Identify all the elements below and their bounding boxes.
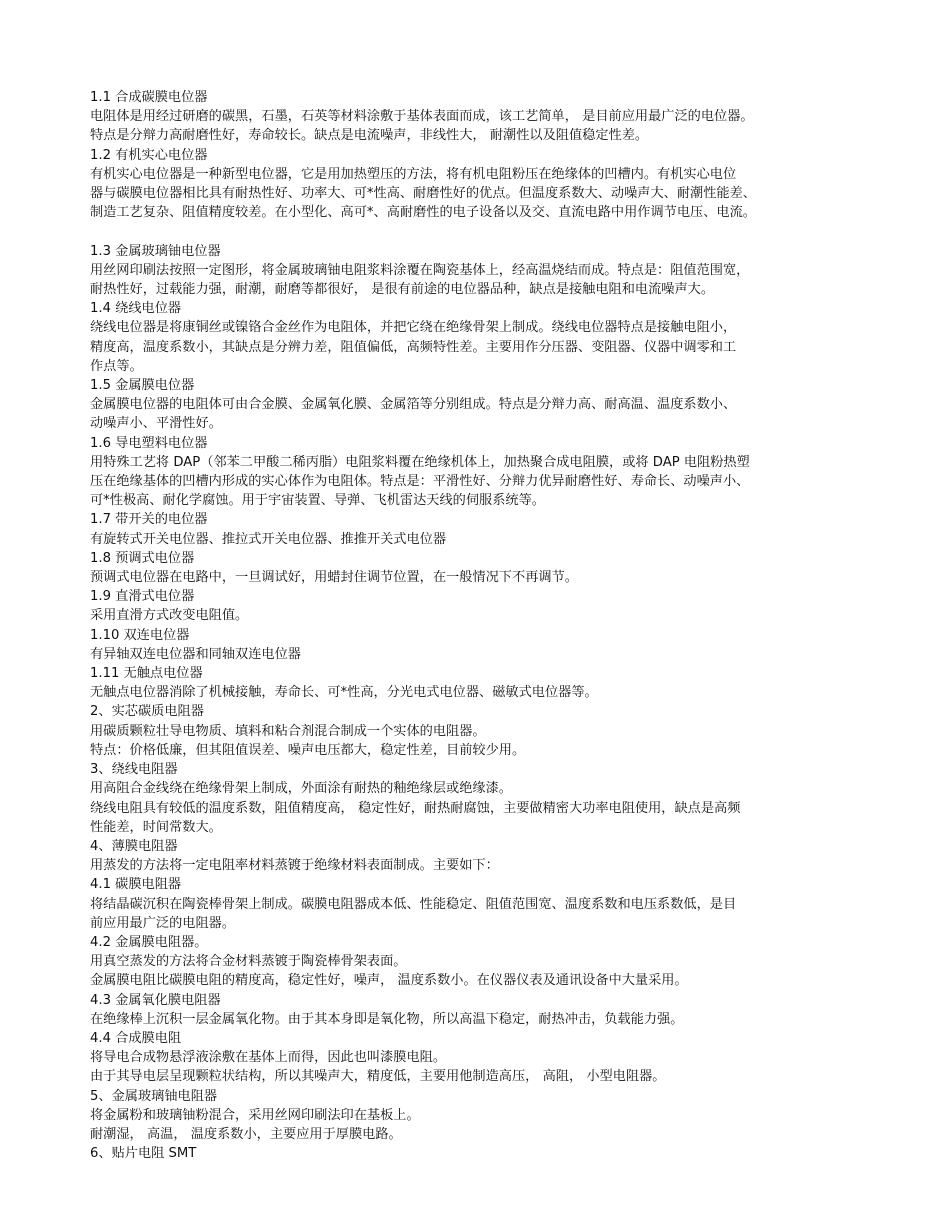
text-line: 耐热性好，过载能力强，耐潮，耐磨等都很好， 是很有前途的电位器品种，缺点是接触电阻和电流噪声大。	[90, 282, 715, 298]
text-line: 1.10 双连电位器	[90, 627, 190, 643]
text-line: 器与碳膜电位器相比具有耐热性好、功率大、可*性高、耐磨性好的优点。但温度系数大、动噪声大、耐潮性能差、	[90, 186, 756, 202]
document-body	[90, 88, 880, 1163]
text-line: 金属膜电位器的电阻体可由合金膜、金属氧化膜、金属箔等分别组成。特点是分辩力高、耐高温、温度系数小、	[90, 397, 737, 413]
text-line: 3、绕线电阻器	[90, 762, 178, 778]
text-line: 1.4 绕线电位器	[90, 301, 182, 317]
text-line: 精度高，温度系数小，其缺点是分辨力差，阻值偏低，高频特性差。主要用作分压器、变阻器、仪器中调零和工	[90, 339, 737, 355]
text-line: 有旋转式开关电位器、推拉式开关电位器、推推开关式电位器	[90, 531, 447, 547]
text-line: 有机实心电位器是一种新型电位器，它是用加热塑压的方法，将有机电阻粉压在绝缘体的凹槽内。有机实心电位	[90, 166, 737, 182]
text-line: 1.8 预调式电位器	[90, 550, 195, 566]
text-line: 5、金属玻璃铀电阻器	[90, 1088, 218, 1104]
text-line: 预调式电位器在电路中，一旦调试好，用蜡封住调节位置，在一般情况下不再调节。	[90, 570, 578, 586]
text-line: 可*性极高、耐化学腐蚀。用于宇宙装置、导弹、飞机雷达天线的伺服系统等。	[90, 493, 545, 509]
text-line: 压在绝缘基体的凹槽内形成的实心体作为电阻体。特点是：平滑性好、分辩力优异耐磨性好、寿命长、动噪声小、	[90, 474, 750, 490]
text-line: 绕线电阻具有较低的温度系数，阻值精度高， 稳定性好，耐热耐腐蚀，主要做精密大功率电阻使用，缺点是高频	[90, 800, 741, 816]
text-line: 用碳质颗粒壮导电物质、填料和粘合剂混合制成一个实体的电阻器。	[90, 723, 486, 739]
text-line: 1.11 无触点电位器	[90, 666, 203, 682]
text-line: 用特殊工艺将 DAP（邻苯二甲酸二稀丙脂）电阻浆料覆在绝缘机体上，加热聚合成电阻膜，或将 DAP 电阻粉热塑	[90, 454, 750, 470]
text-line: 将结晶碳沉积在陶瓷棒骨架上制成。碳膜电阻器成本低、性能稳定、阻值范围宽、温度系数和电压系数低，是目	[90, 896, 737, 912]
text-line: 电阻体是用经过研磨的碳黑，石墨，石英等材料涂敷于基体表面而成，该工艺简单， 是目前应用最广泛的电位器。	[90, 109, 754, 125]
text-line: 耐潮湿， 高温， 温度系数小，主要应用于厚膜电路。	[90, 1126, 402, 1142]
text-line: 性能差，时间常数大。	[90, 819, 222, 835]
text-line: 由于其导电层呈现颗粒状结构，所以其噪声大，精度低，主要用他制造高压， 高阻， 小型电阻器。	[90, 1069, 666, 1085]
text-line: 2、实芯碳质电阻器	[90, 704, 204, 720]
text-line: 4.2 金属膜电阻器。	[90, 934, 208, 950]
text-line: 用蒸发的方法将一定电阻率材料蒸镀于绝缘材料表面制成。主要如下：	[90, 858, 499, 874]
text-line: 特点是分辩力高耐磨性好，寿命较长。缺点是电流噪声，非线性大， 耐潮性以及阻值稳定性差。	[90, 128, 649, 144]
text-line: 绕线电位器是将康铜丝或镍铬合金丝作为电阻体，并把它绕在绝缘骨架上制成。绕线电位器特点是接触电阻小，	[90, 320, 737, 336]
text-line: 前应用最广泛的电阻器。	[90, 915, 236, 931]
text-line: 4.1 碳膜电阻器	[90, 877, 182, 893]
text-line: 采用直滑方式改变电阻值。	[90, 608, 249, 624]
text-line: 特点：价格低廉，但其阻值误差、噪声电压都大，稳定性差，目前较少用。	[90, 742, 526, 758]
text-line: 1.1 合成碳膜电位器	[90, 90, 208, 105]
text-line: 将金属粉和玻璃铀粉混合，采用丝网印刷法印在基板上。	[90, 1107, 420, 1123]
text-line: 4、薄膜电阻器	[90, 838, 178, 854]
text-line: 作点等。	[90, 358, 143, 374]
text-line: 在绝缘棒上沉积一层金属氧化物。由于其本身即是氧化物，所以高温下稳定，耐热冲击，负载能力强。	[90, 1011, 684, 1027]
text-line: 1.5 金属膜电位器	[90, 378, 195, 394]
blank-line	[90, 222, 880, 241]
text-line: 1.2 有机实心电位器	[90, 147, 208, 163]
text-line: 用丝网印刷法按照一定图形，将金属玻璃铀电阻浆料涂覆在陶瓷基体上，经高温烧结而成。特点是：阻值范围宽，	[90, 262, 750, 278]
text-line: 4.3 金属氧化膜电阻器	[90, 992, 221, 1008]
text-line: 制造工艺复杂、阻值精度较差。在小型化、高可*、高耐磨性的电子设备以及交、直流电路中用作调节电压、电流。	[90, 205, 756, 221]
text-line: 无触点电位器消除了机械接触，寿命长、可*性高，分光电式电位器、磁敏式电位器等。	[90, 685, 598, 701]
text-line: 4.4 合成膜电阻	[90, 1030, 182, 1046]
text-line: 1.9 直滑式电位器	[90, 589, 195, 605]
text-line: 6、贴片电阻 SMT	[90, 1146, 197, 1162]
text-line: 金属膜电阻比碳膜电阻的精度高，稳定性好，噪声， 温度系数小。在仪器仪表及通讯设备中大量采用。	[90, 973, 688, 989]
text-line: 动噪声小、平滑性好。	[90, 416, 222, 432]
text-line: 1.7 带开关的电位器	[90, 512, 208, 528]
text-line: 1.3 金属玻璃铀电位器	[90, 243, 221, 259]
text-line: 1.6 导电塑料电位器	[90, 435, 208, 451]
text-line: 有异轴双连电位器和同轴双连电位器	[90, 646, 301, 662]
text-line: 将导电合成物悬浮液涂敷在基体上而得，因此也叫漆膜电阻。	[90, 1050, 447, 1066]
text-line: 用真空蒸发的方法将合金材料蒸镀于陶瓷棒骨架表面。	[90, 954, 407, 970]
text-line: 用高阻合金线绕在绝缘骨架上制成，外面涂有耐热的釉绝缘层或绝缘漆。	[90, 781, 512, 797]
